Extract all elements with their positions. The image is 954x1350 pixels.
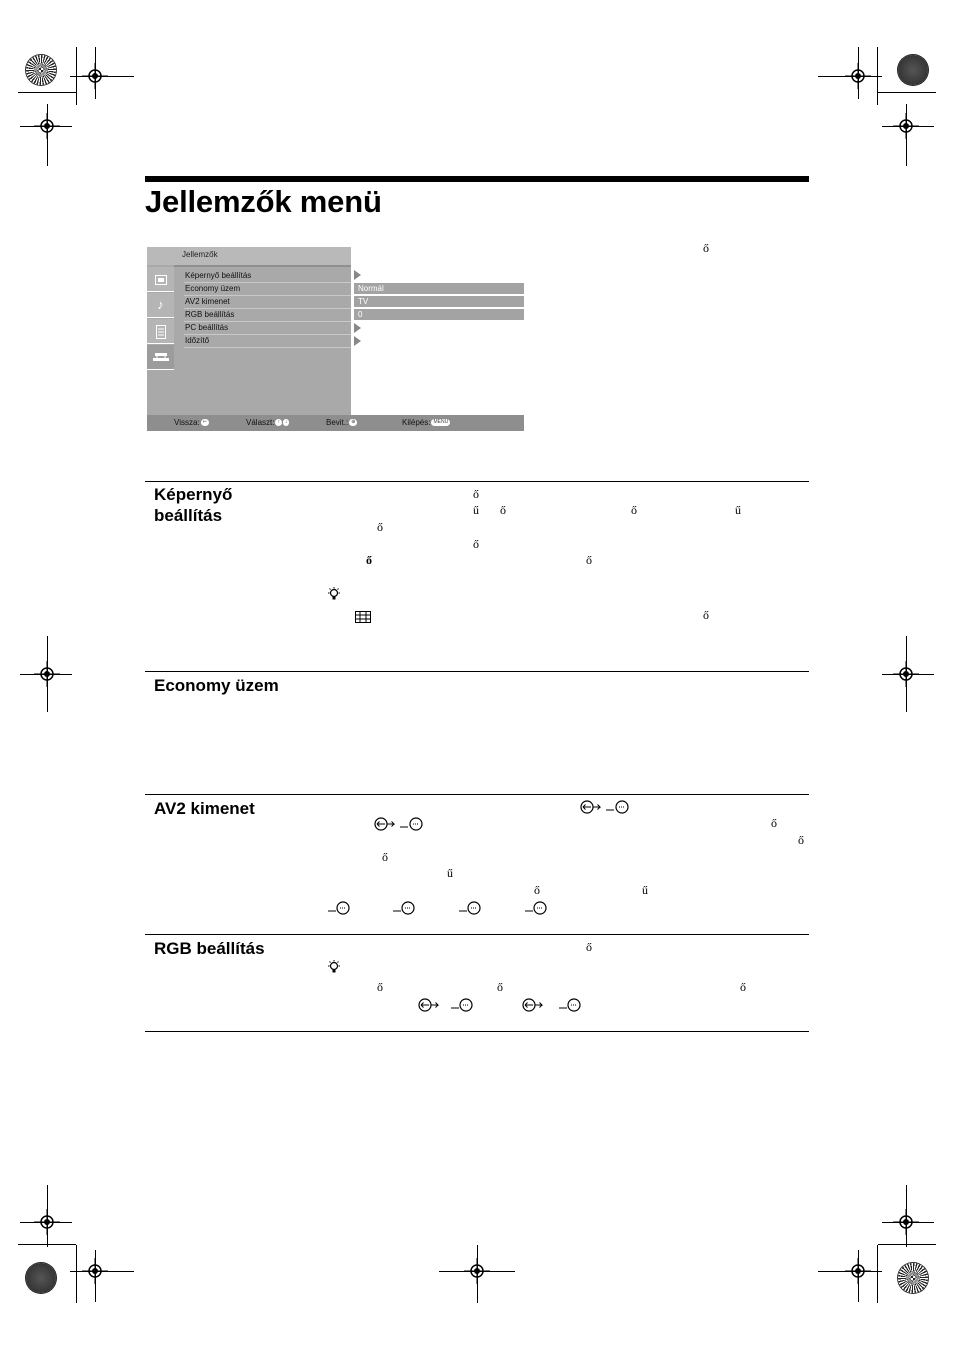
crop-line — [18, 92, 76, 93]
glyph-o: ő — [497, 980, 503, 994]
av-output-icon — [459, 901, 483, 915]
registration-target-icon — [34, 113, 60, 139]
tip-bulb-icon — [327, 587, 341, 601]
crop-line — [18, 1244, 76, 1245]
menu-item-timer[interactable]: Időzítő — [184, 335, 351, 348]
footer-exit: Kilépés: MENU — [402, 418, 449, 427]
section-rule — [145, 794, 809, 795]
down-arrow-icon: ↓ — [284, 419, 288, 426]
glyph-o: ő — [382, 850, 388, 864]
av-input-output-icon — [374, 817, 426, 831]
menu-title: Jellemzők — [182, 250, 218, 259]
glyph-o: ő — [703, 608, 709, 622]
menu-item-rgb-settings[interactable]: RGB beállítás — [184, 309, 351, 322]
av-output-icon — [328, 901, 352, 915]
section-title-av2-output: AV2 kimenet — [154, 799, 255, 818]
submenu-arrow-icon — [354, 323, 361, 333]
section-title-screen-settings: Képernyő beállítás — [154, 485, 233, 525]
features-icon[interactable] — [147, 345, 174, 370]
menu-item-economy-mode[interactable]: Economy üzem — [184, 283, 351, 296]
section-rule — [145, 934, 809, 935]
crop-line — [76, 1245, 77, 1303]
menu-icon-column — [147, 265, 174, 415]
enter-key-icon: ⊕ — [351, 419, 356, 426]
glyph-o: ő — [631, 503, 637, 517]
registration-target-icon — [893, 661, 919, 687]
glyph-o: ő — [771, 816, 777, 830]
glyph-o: ő — [377, 520, 383, 534]
glyph-o: ő — [798, 833, 804, 847]
crop-line — [877, 1245, 878, 1303]
glyph-u: ű — [447, 866, 453, 880]
glyph-o: ő — [377, 980, 383, 994]
registration-target-icon — [464, 1258, 490, 1284]
section-rule — [145, 1031, 809, 1032]
glyph-o: ő — [586, 940, 592, 954]
glyph-o: ő — [703, 241, 709, 255]
menu-item-screen-settings[interactable]: Képernyő beállítás — [184, 270, 351, 283]
glyph-o: ő — [534, 883, 540, 897]
setup-list-icon[interactable] — [147, 319, 174, 344]
footer-select: Választ: ↑ ↓ — [246, 418, 288, 427]
crop-line — [878, 1244, 936, 1245]
glyph-o: ő — [366, 553, 372, 567]
section-rule — [145, 481, 809, 482]
av-output-icon — [393, 901, 417, 915]
back-arrow-icon: ⇐ — [202, 419, 207, 426]
registration-target-icon — [893, 1209, 919, 1235]
economy-mode-value: Normál — [354, 283, 524, 294]
glyph-o: ő — [473, 487, 479, 501]
up-arrow-icon: ↑ — [277, 419, 280, 426]
glyph-u: ű — [735, 503, 741, 517]
av-input-output-icon — [580, 800, 632, 814]
registration-target-icon — [34, 661, 60, 687]
menu-panel — [174, 265, 351, 417]
footer-back: Vissza: ⇐ — [174, 418, 207, 427]
registration-rosette-icon — [898, 1263, 928, 1293]
av-input-output-icon — [522, 998, 584, 1012]
section-title-economy-mode: Economy üzem — [154, 676, 279, 695]
wide-mode-icon — [355, 611, 371, 623]
av-input-output-icon — [418, 998, 476, 1012]
registration-target-icon — [82, 63, 108, 89]
rgb-settings-value: 0 — [354, 309, 524, 320]
menu-item-av2-output[interactable]: AV2 kimenet — [184, 296, 351, 309]
submenu-arrow-icon — [354, 336, 361, 346]
glyph-o: ő — [740, 980, 746, 994]
registration-target-icon — [845, 1258, 871, 1284]
submenu-arrow-icon — [354, 270, 361, 280]
title-rule — [145, 176, 809, 182]
menu-key: MENU — [433, 419, 449, 426]
glyph-u: ű — [642, 883, 648, 897]
page-title: Jellemzők menü — [145, 184, 382, 219]
crop-line — [878, 92, 936, 93]
sound-icon[interactable]: ♪ — [147, 293, 174, 318]
av2-output-value: TV — [354, 296, 524, 307]
footer-enter: Bevit.: ⊕ — [326, 418, 356, 427]
registration-target-icon — [845, 63, 871, 89]
menu-footer — [147, 415, 524, 431]
menu-item-pc-settings[interactable]: PC beállítás — [184, 322, 351, 335]
section-rule — [145, 671, 809, 672]
glyph-o: ő — [586, 553, 592, 567]
section-title-rgb-settings: RGB beállítás — [154, 939, 265, 958]
features-menu-screenshot — [147, 247, 524, 431]
registration-rosette-icon — [898, 55, 928, 85]
picture-icon[interactable] — [147, 267, 174, 292]
av-output-icon — [525, 901, 549, 915]
glyph-o: ő — [500, 503, 506, 517]
glyph-u: ű — [473, 503, 479, 517]
glyph-o: ő — [473, 537, 479, 551]
registration-target-icon — [34, 1209, 60, 1235]
registration-target-icon — [893, 113, 919, 139]
registration-rosette-icon — [26, 55, 56, 85]
registration-rosette-icon — [26, 1263, 56, 1293]
menu-title-bar — [147, 247, 351, 265]
registration-target-icon — [82, 1258, 108, 1284]
tip-bulb-icon — [327, 960, 341, 974]
